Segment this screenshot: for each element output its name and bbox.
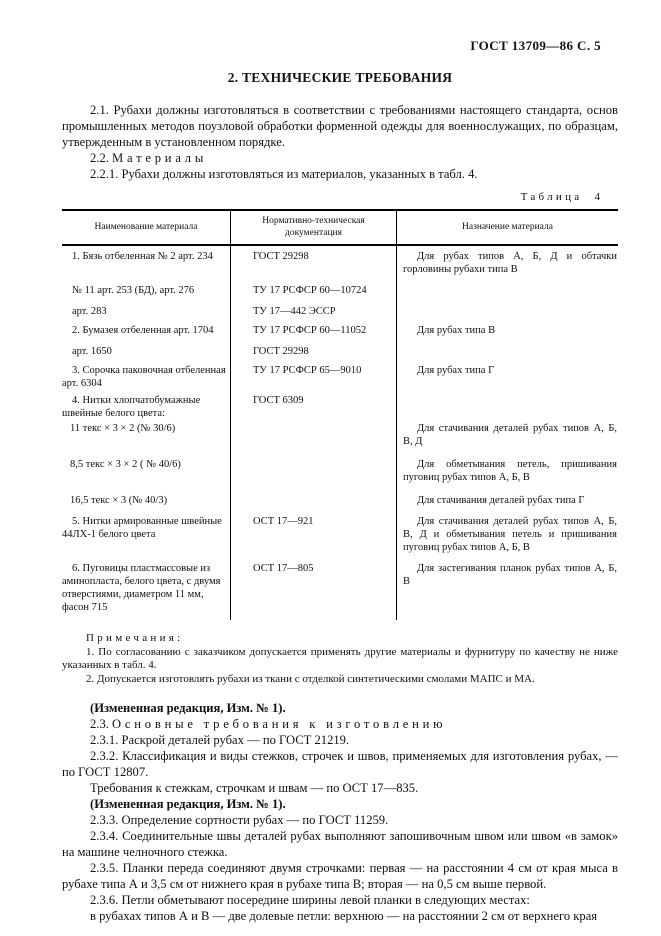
table-cell: ГОСТ 29298 <box>230 246 397 276</box>
table-cell <box>230 484 397 507</box>
table-cell: арт. 283 <box>72 306 107 317</box>
para-2-3-4: 2.3.4. Соединительные швы деталей рубах выполняют запошивочным швом или швом «в замок» на машине челночного стежка. <box>62 829 618 859</box>
para-2-3-6: 2.3.6. Петли обметывают посередине ширины левой планки в следующих местах: <box>90 893 530 907</box>
table-cell: ТУ 17 РСФСР 60—11052 <box>230 318 397 337</box>
amended-note-1: (Измененная редакция, Изм. № 1). <box>90 701 286 715</box>
table-cell <box>397 297 618 318</box>
table-cell: 5. Нитки армированные швейные 44ЛХ-1 белого цвета <box>62 516 222 540</box>
table-cell: 16,5 текс × 3 (№ 40/3) <box>70 495 168 506</box>
table-cell <box>230 420 397 448</box>
table-cell: арт. 1650 <box>72 346 112 357</box>
table-cell: № 11 арт. 253 (БД), арт. 276 <box>72 285 195 296</box>
table-cell: Для рубах типов А, Б, Д и обтачки горловины рубахи типа В <box>403 251 617 275</box>
table-caption <box>62 191 600 203</box>
table-cell: Для рубах типа В <box>417 325 496 336</box>
para-2-3-3: 2.3.3. Определение сортности рубах — по ГОСТ 11259. <box>90 813 389 827</box>
table-cell: 4. Нитки хлопчатобумажные швейные белого цвета: <box>62 395 201 419</box>
table-caption-word: Таблица <box>520 191 583 203</box>
para-2-2-label: Материалы <box>112 151 208 165</box>
table-cell <box>230 448 397 484</box>
para-2-3 <box>62 716 618 732</box>
table-cell: Для стачивания деталей рубах типов А, Б, В, Д и обметывания петель и пришивания пуговиц рубах типов А, Б, В <box>403 516 617 553</box>
table-cell: 8,5 текс × 3 × 2 ( № 40/6) <box>70 459 181 470</box>
note-2: 2. Допускается изготовлять рубахи из ткани с отделкой синтетическими смолами МАПС и МА. <box>86 672 535 685</box>
para-2-1: 2.1. Рубахи должны изготовляться в соответствии с требованиями настоящего стандарта, основ промышленных методов поузловой обработки форменной одежды для военнослужащих, по образцам, утвержденным в установленном порядке. <box>62 103 618 149</box>
table-header-material-purpose: Назначение материала <box>397 211 618 246</box>
table-cell <box>397 276 618 297</box>
para-2-2 <box>62 150 618 166</box>
table-header-material-name: Наименование материала <box>62 211 230 246</box>
table-cell: Для стачивания деталей рубах типов А, Б, В, Д <box>403 423 617 447</box>
notes-heading-text: Примечания: <box>86 632 184 644</box>
para-2-3-6-cont: в рубахах типов А и В — две долевые петли: верхнюю — на расстоянии 2 см от верхнего края <box>90 909 598 923</box>
table-cell: Для рубах типа Г <box>417 365 495 376</box>
para-2-2-1: 2.2.1. Рубахи должны изготовляться из материалов, указанных в табл. 4. <box>90 167 478 181</box>
table-header-normative-docs: Нормативно-техническая документация <box>230 211 397 246</box>
materials-table <box>62 209 618 620</box>
table-cell: ГОСТ 6309 <box>230 390 397 420</box>
table-cell: ГОСТ 29298 <box>230 337 397 358</box>
table-cell: 11 текс × 3 × 2 (№ 30/6) <box>70 423 176 434</box>
table-cell <box>397 390 618 420</box>
para-2-3-2-cont: Требования к стежкам, строчкам и швам — по ОСТ 17—835. <box>90 781 419 795</box>
table-cell: 3. Сорочка паковочная отбеленная арт. 6304 <box>62 365 226 389</box>
table-cell: ТУ 17 РСФСР 65—9010 <box>230 358 397 390</box>
table-cell: Для застегивания планок рубах типов А, Б, В <box>403 563 617 587</box>
table-cell: 6. Пуговицы пластмассовые из аминопласта, белого цвета, с двумя отверстиями, диаметром 11 мм, фасон 715 <box>62 563 221 613</box>
notes-heading <box>62 632 618 646</box>
para-2-3-2: 2.3.2. Классификация и виды стежков, строчек и швов, применяемых для изготовления рубах, — по ГОСТ 12807. <box>62 749 618 779</box>
para-2-3-label: Основные требования к изготовлению <box>112 717 447 731</box>
table-cell <box>397 337 618 358</box>
table-cell: ТУ 17—442 ЭССР <box>230 297 397 318</box>
table-cell: ТУ 17 РСФСР 60—10724 <box>230 276 397 297</box>
section-title: 2. ТЕХНИЧЕСКИЕ ТРЕБОВАНИЯ <box>227 70 453 85</box>
doc-number: ГОСТ 13709—86 С. 5 <box>470 38 601 53</box>
table-cell: 2. Бумазея отбеленная арт. 1704 <box>72 325 214 336</box>
amended-note-2: (Измененная редакция, Изм. № 1). <box>90 797 286 811</box>
notes-section <box>62 632 618 686</box>
table-cell: Для обметывания петель, пришивания пуговиц рубах типов А, Б, В <box>403 459 617 483</box>
table-cell: 1. Бязь отбеленная № 2 арт. 234 <box>72 251 213 262</box>
para-2-3-num: 2.3. <box>90 717 109 731</box>
para-2-2-num: 2.2. <box>90 151 109 165</box>
table-cell: ОСТ 17—805 <box>230 554 397 620</box>
table-caption-number: 4 <box>594 191 600 203</box>
note-1: 1. По согласованию с заказчиком допускается применять другие материалы и фурнитуру по качеству не ниже указанных в табл. 4. <box>62 645 618 671</box>
para-2-3-5: 2.3.5. Планки переда соединяют двумя строчками: первая — на расстоянии 4 см от края мыса в рубахе типа А и 3,5 см от нижнего края в рубахе типа В; вторая — на 0,5 см выше первой. <box>62 861 618 891</box>
table-cell: ОСТ 17—921 <box>230 507 397 554</box>
para-2-3-1: 2.3.1. Раскрой деталей рубах — по ГОСТ 21219. <box>90 733 350 747</box>
table-cell: Для стачивания деталей рубах типа Г <box>417 495 585 506</box>
